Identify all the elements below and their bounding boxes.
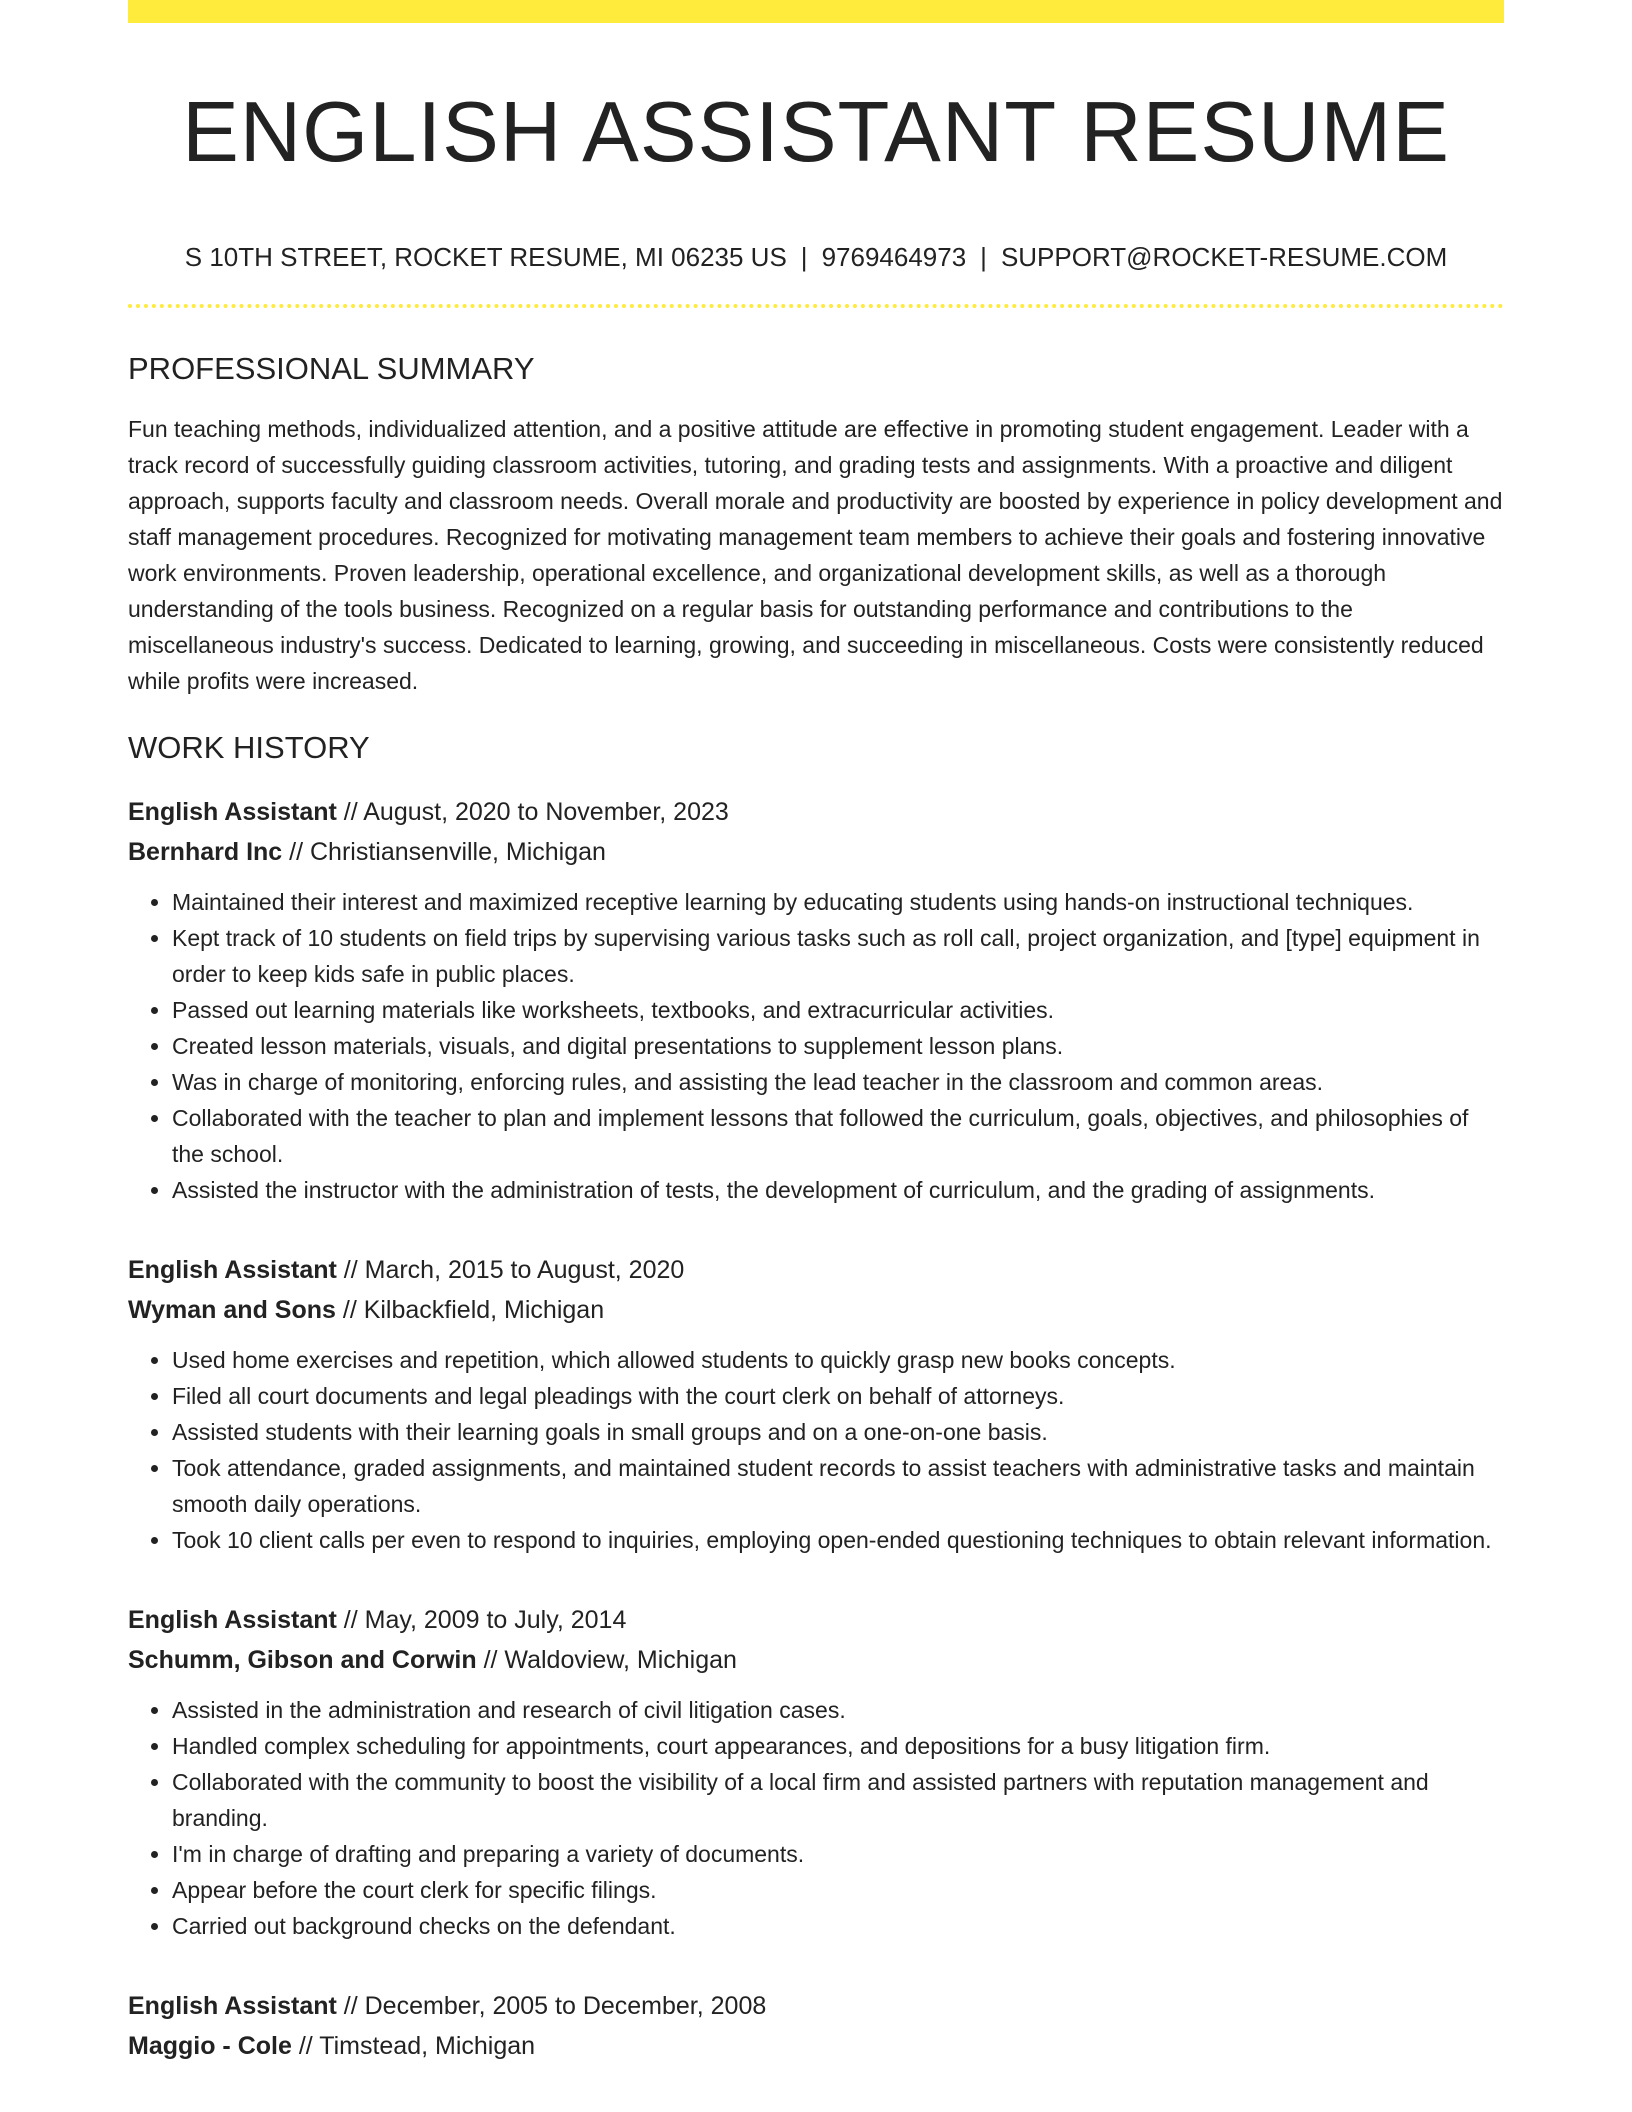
job-company: Maggio - Cole bbox=[128, 2032, 292, 2060]
job-duty: • Took attendance, graded assignments, and maintained student records to assist teachers with administrative tasks and maintain smooth daily operations. bbox=[172, 1450, 1504, 1522]
job-title-line bbox=[128, 792, 1504, 832]
job-title: English Assistant bbox=[128, 1256, 337, 1284]
summary-text: Fun teaching methods, individualized attention, and a positive attitude are effective in promoting student engagement. Leader with a track record of successfully guiding classroom activities, tutoring, and grading tests and assignments. With a proactive and diligent approach, supports faculty and classroom needs. Overall morale and productivity are boosted by experience in policy development and staff management procedures. Recognized for motivating management team members to achieve their goals and fostering innovative work environments. Proven leadership, operational excellence, and organizational development skills, as well as a thorough understanding of the tools business. Recognized on a regular basis for outstanding performance and contributions to the miscellaneous industry's success. Dedicated to learning, growing, and succeeding in miscellaneous. Costs were consistently reduced while profits were increased. bbox=[128, 416, 1503, 694]
job-title: English Assistant bbox=[128, 1606, 337, 1634]
job-title-line bbox=[128, 1600, 1504, 1640]
job-dates: // May, 2009 to July, 2014 bbox=[336, 1606, 627, 1634]
dotted-divider bbox=[128, 304, 1504, 308]
job-duty: • Filed all court documents and legal pleadings with the court clerk on behalf of attorneys. bbox=[172, 1378, 1504, 1414]
job-entry bbox=[128, 1986, 1504, 2066]
job-duty: • Carried out background checks on the defendant. bbox=[172, 1908, 1504, 1944]
work-history-heading: WORK HISTORY bbox=[128, 730, 370, 765]
contact-separator: | bbox=[980, 242, 987, 272]
job-duty: • Used home exercises and repetition, which allowed students to quickly grasp new books concepts. bbox=[172, 1342, 1504, 1378]
job-location: // Waldoview, Michigan bbox=[476, 1646, 737, 1674]
job-entry bbox=[128, 1600, 1504, 1944]
job-duty: • Collaborated with the community to boost the visibility of a local firm and assisted partners with reputation management and branding. bbox=[172, 1764, 1504, 1836]
job-duty: • Assisted the instructor with the administration of tests, the development of curriculum, and the grading of assignments. bbox=[172, 1172, 1504, 1208]
job-company: Bernhard Inc bbox=[128, 838, 283, 866]
summary-heading: PROFESSIONAL SUMMARY bbox=[128, 351, 535, 386]
job-title-line bbox=[128, 1986, 1504, 2026]
job-duty: • Handled complex scheduling for appointments, court appearances, and depositions for a busy litigation firm. bbox=[172, 1728, 1504, 1764]
job-company-line bbox=[128, 2026, 1504, 2066]
job-dates: // March, 2015 to August, 2020 bbox=[336, 1256, 685, 1284]
job-location: // Timstead, Michigan bbox=[291, 2032, 536, 2060]
job-entry bbox=[128, 1250, 1504, 1558]
job-duty: • Assisted in the administration and research of civil litigation cases. bbox=[172, 1692, 1504, 1728]
job-company-line bbox=[128, 1290, 1504, 1330]
contact-phone: 9769464973 bbox=[821, 242, 967, 272]
job-duty: • Passed out learning materials like worksheets, textbooks, and extracurricular activities. bbox=[172, 992, 1504, 1028]
job-duty: • I'm in charge of drafting and preparing a variety of documents. bbox=[172, 1836, 1504, 1872]
job-dates: // December, 2005 to December, 2008 bbox=[336, 1992, 767, 2020]
job-duties-list bbox=[128, 1692, 1504, 1944]
job-duty: • Assisted students with their learning goals in small groups and on a one-on-one basis. bbox=[172, 1414, 1504, 1450]
accent-bar bbox=[128, 0, 1504, 23]
job-duty: • Collaborated with the teacher to plan and implement lessons that followed the curriculum, goals, objectives, and philosophies of the school. bbox=[172, 1100, 1504, 1172]
job-location: // Kilbackfield, Michigan bbox=[335, 1296, 605, 1324]
job-title-line bbox=[128, 1250, 1504, 1290]
job-title: English Assistant bbox=[128, 798, 337, 826]
resume-title: ENGLISH ASSISTANT RESUME bbox=[182, 85, 1450, 180]
contact-email: SUPPORT@ROCKET-RESUME.COM bbox=[1000, 242, 1448, 272]
job-company-line bbox=[128, 832, 1504, 872]
job-duty: • Took 10 client calls per even to respond to inquiries, employing open-ended questioning techniques to obtain relevant information. bbox=[172, 1522, 1504, 1558]
job-company: Schumm, Gibson and Corwin bbox=[128, 1646, 477, 1674]
job-duty: • Was in charge of monitoring, enforcing rules, and assisting the lead teacher in the classroom and common areas. bbox=[172, 1064, 1504, 1100]
job-duty: • Kept track of 10 students on field trips by supervising various tasks such as roll call, project organization, and [type] equipment in order to keep kids safe in public places. bbox=[172, 920, 1504, 992]
job-dates: // August, 2020 to November, 2023 bbox=[336, 798, 729, 826]
job-duties-list bbox=[128, 884, 1504, 1208]
job-duty: • Maintained their interest and maximized receptive learning by educating students using hands-on instructional techniques. bbox=[172, 884, 1504, 920]
job-company: Wyman and Sons bbox=[128, 1296, 336, 1324]
job-title: English Assistant bbox=[128, 1992, 337, 2020]
resume-page bbox=[128, 0, 1504, 2066]
contact-line bbox=[128, 241, 1504, 273]
contact-address: S 10TH STREET, ROCKET RESUME, MI 06235 US bbox=[184, 242, 787, 272]
job-duty: • Appear before the court clerk for specific filings. bbox=[172, 1872, 1504, 1908]
job-location: // Christiansenville, Michigan bbox=[282, 838, 606, 866]
job-entry bbox=[128, 792, 1504, 1208]
job-duty: • Created lesson materials, visuals, and digital presentations to supplement lesson plans. bbox=[172, 1028, 1504, 1064]
contact-separator: | bbox=[800, 242, 808, 272]
job-company-line bbox=[128, 1640, 1504, 1680]
job-duties-list bbox=[128, 1342, 1504, 1558]
